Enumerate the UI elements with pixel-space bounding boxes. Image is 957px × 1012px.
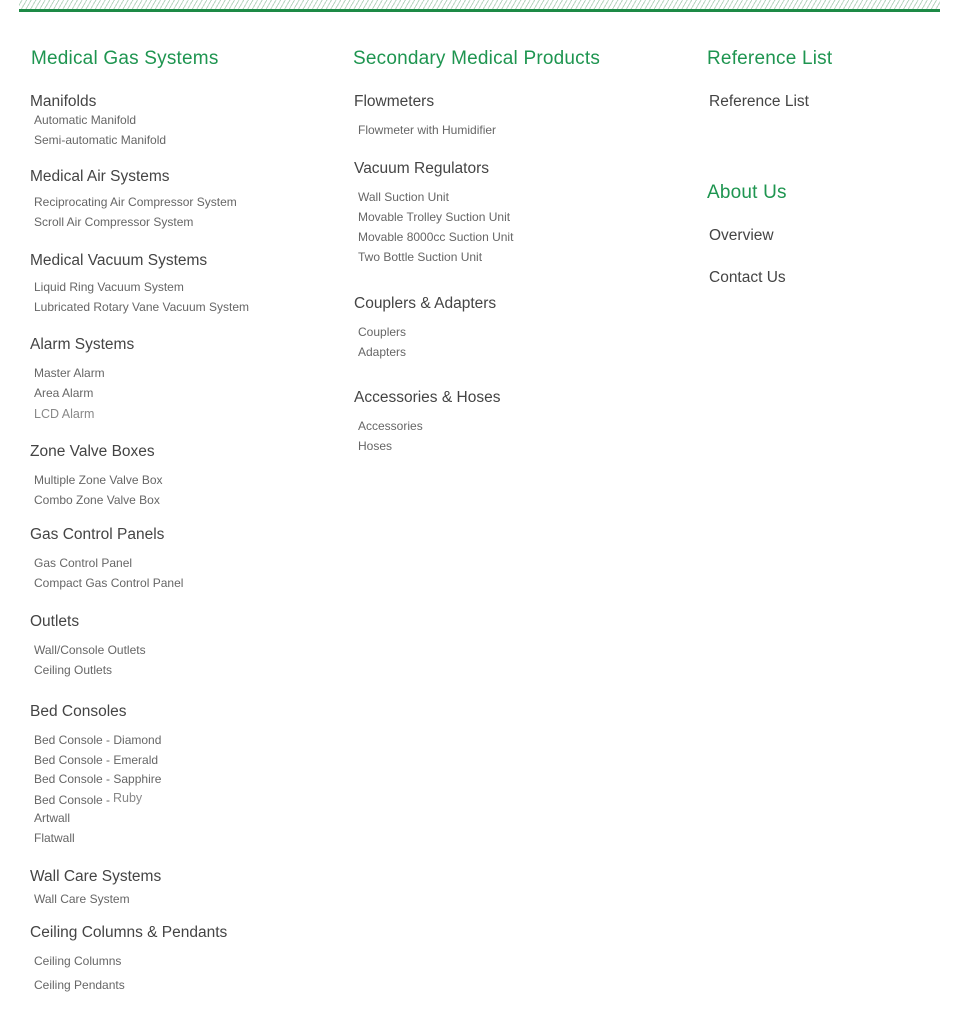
link-accessories[interactable]: Accessories — [358, 419, 423, 433]
link-contact-us[interactable]: Contact Us — [709, 269, 786, 286]
link-multiple-zone-valve-box[interactable]: Multiple Zone Valve Box — [34, 473, 163, 487]
link-movable-8000cc-suction-unit[interactable]: Movable 8000cc Suction Unit — [358, 230, 514, 244]
link-semi-automatic-manifold[interactable]: Semi-automatic Manifold — [34, 133, 167, 147]
link-bed-console-ruby[interactable]: Ruby — [113, 791, 143, 805]
link-combo-zone-valve-box[interactable]: Combo Zone Valve Box — [34, 493, 160, 507]
link-couplers[interactable]: Couplers — [358, 325, 407, 339]
section-title-secondary-medical-products: Secondary Medical Products — [353, 48, 601, 69]
group-title-wall-care-systems[interactable]: Wall Care Systems — [30, 868, 162, 885]
link-ceiling-outlets[interactable]: Ceiling Outlets — [34, 663, 113, 677]
link-flowmeter-with-humidifier[interactable]: Flowmeter with Humidifier — [358, 123, 497, 137]
link-lubricated-rotary-vane[interactable]: Lubricated Rotary Vane Vacuum System — [34, 300, 249, 314]
link-master-alarm[interactable]: Master Alarm — [34, 366, 105, 380]
group-title-zone-valve-boxes[interactable]: Zone Valve Boxes — [30, 443, 155, 460]
section-title-reference-list: Reference List — [707, 48, 833, 69]
link-flatwall[interactable]: Flatwall — [34, 831, 75, 845]
group-title-alarm-systems[interactable]: Alarm Systems — [30, 336, 135, 353]
link-compact-gas-control-panel[interactable]: Compact Gas Control Panel — [34, 576, 184, 590]
link-wall-console-outlets[interactable]: Wall/Console Outlets — [34, 643, 146, 657]
section-title-medical-gas-systems: Medical Gas Systems — [31, 48, 219, 69]
link-liquid-ring-vacuum[interactable]: Liquid Ring Vacuum System — [34, 280, 184, 294]
link-two-bottle-suction-unit[interactable]: Two Bottle Suction Unit — [358, 250, 483, 264]
link-ceiling-pendants[interactable]: Ceiling Pendants — [34, 978, 125, 992]
link-area-alarm[interactable]: Area Alarm — [34, 386, 94, 400]
link-bed-console-emerald[interactable]: Bed Console - Emerald — [34, 753, 159, 767]
group-title-gas-control-panels[interactable]: Gas Control Panels — [30, 526, 165, 543]
link-adapters[interactable]: Adapters — [358, 345, 407, 359]
group-title-medical-vacuum-systems[interactable]: Medical Vacuum Systems — [30, 252, 208, 269]
group-title-ceiling-columns-pendants[interactable]: Ceiling Columns & Pendants — [30, 924, 228, 941]
link-ceiling-columns[interactable]: Ceiling Columns — [34, 954, 122, 968]
group-title-flowmeters[interactable]: Flowmeters — [354, 93, 435, 110]
group-title-vacuum-regulators[interactable]: Vacuum Regulators — [354, 160, 489, 177]
link-wall-suction-unit[interactable]: Wall Suction Unit — [358, 190, 449, 204]
group-title-medical-air-systems[interactable]: Medical Air Systems — [30, 168, 170, 185]
group-title-outlets[interactable]: Outlets — [30, 613, 80, 630]
link-reciprocating-air-compressor[interactable]: Reciprocating Air Compressor System — [34, 195, 237, 209]
link-automatic-manifold[interactable]: Automatic Manifold — [34, 113, 137, 127]
link-reference-list[interactable]: Reference List — [709, 93, 809, 110]
link-wall-care-system[interactable]: Wall Care System — [34, 892, 130, 906]
link-gas-control-panel[interactable]: Gas Control Panel — [34, 556, 133, 570]
group-title-accessories-hoses[interactable]: Accessories & Hoses — [354, 389, 501, 406]
section-title-about-us: About Us — [707, 182, 787, 203]
link-scroll-air-compressor[interactable]: Scroll Air Compressor System — [34, 215, 194, 229]
link-lcd-alarm[interactable]: LCD Alarm — [34, 407, 95, 421]
group-title-bed-consoles[interactable]: Bed Consoles — [30, 703, 127, 720]
link-bed-console-ruby-prefix[interactable]: Bed Console - — [34, 793, 111, 807]
link-hoses[interactable]: Hoses — [358, 439, 393, 453]
link-artwall[interactable]: Artwall — [34, 811, 71, 825]
link-overview[interactable]: Overview — [709, 227, 774, 244]
top-rule — [19, 9, 940, 12]
link-bed-console-diamond[interactable]: Bed Console - Diamond — [34, 733, 162, 747]
link-movable-trolley-suction-unit[interactable]: Movable Trolley Suction Unit — [358, 210, 511, 224]
group-title-couplers-adapters[interactable]: Couplers & Adapters — [354, 295, 497, 312]
link-bed-console-sapphire[interactable]: Bed Console - Sapphire — [34, 772, 162, 786]
group-title-manifolds[interactable]: Manifolds — [30, 93, 97, 110]
top-pattern-bar — [19, 0, 940, 9]
